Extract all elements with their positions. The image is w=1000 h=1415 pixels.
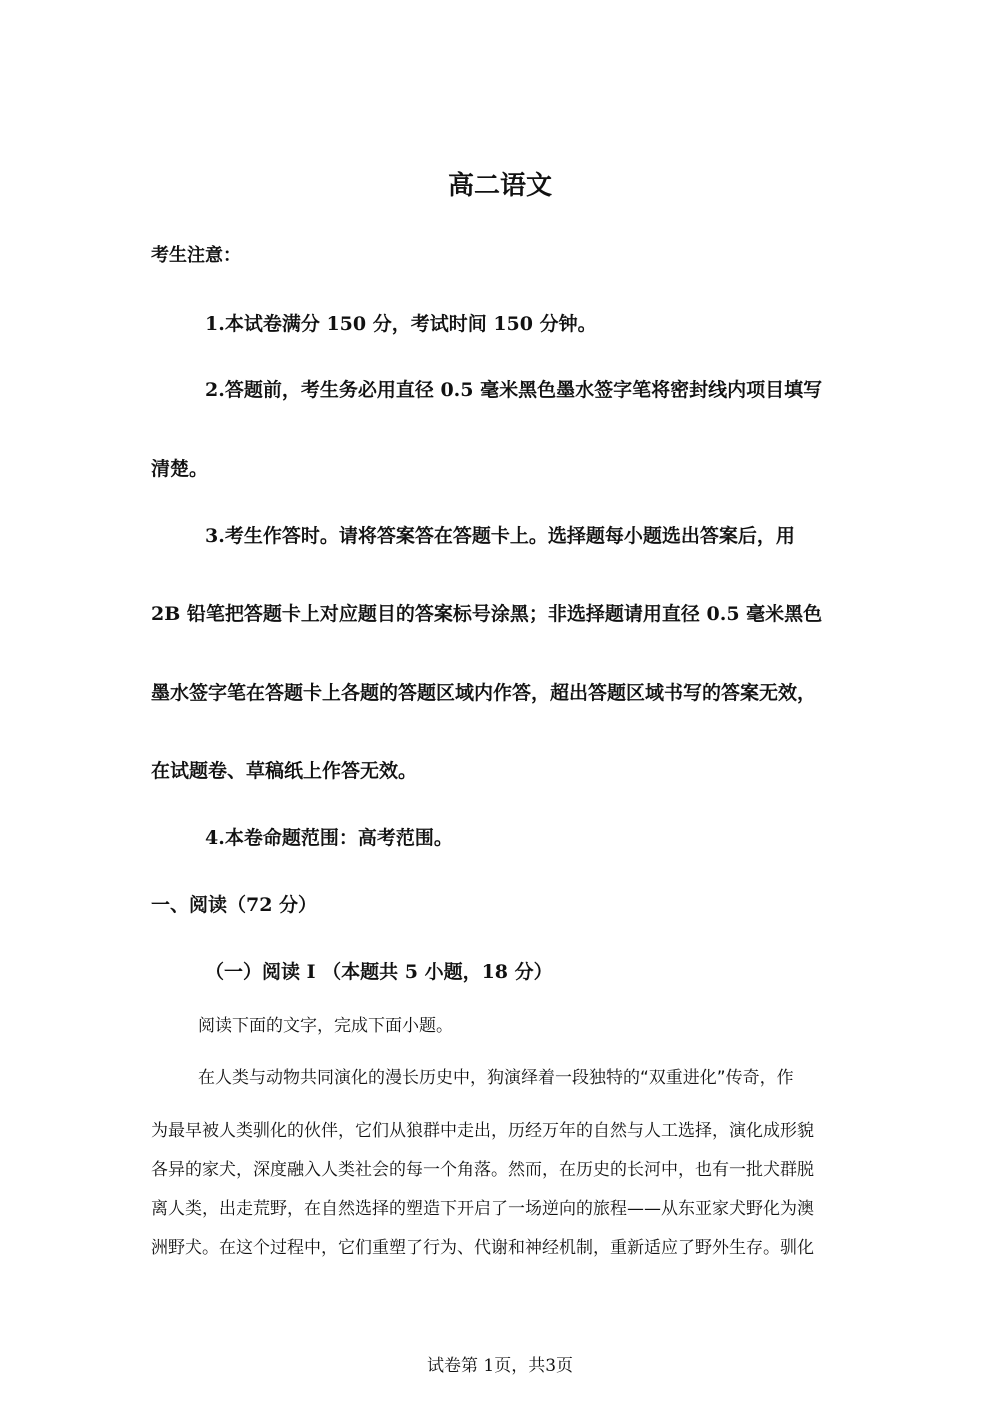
notice-heading: 考生注意： bbox=[151, 245, 241, 266]
notice-item-3-line-1: 3.考生作答时。请将答案答在答题卡上。选择题每小题选出答案后，用 bbox=[205, 525, 795, 547]
passage-line: 在人类与动物共同演化的漫长历史中，狗演绎着一段独特的“双重进化”传奇，作 bbox=[198, 1068, 794, 1088]
notice-item-2-line-2: 清楚。 bbox=[151, 458, 209, 480]
notice-item-3-line-4: 在试题卷、草稿纸上作答无效。 bbox=[151, 760, 418, 782]
passage-line: 离人类，出走荒野，在自然选择的塑造下开启了一场逆向的旅程——从东亚家犬野化为澳 bbox=[151, 1199, 814, 1219]
notice-item-3-line-2: 2B 铅笔把答题卡上对应题目的答案标号涂黑；非选择题请用直径 0.5 毫米黑色 bbox=[151, 603, 823, 625]
subsection-heading: （一）阅读 I （本题共 5 小题，18 分） bbox=[205, 961, 553, 983]
page-title: 高二语文 bbox=[447, 171, 552, 201]
passage-line: 各异的家犬，深度融入人类社会的每一个角落。然而，在历史的长河中，也有一批犬群脱 bbox=[151, 1160, 814, 1180]
section-heading: 一、阅读（72 分） bbox=[151, 894, 318, 916]
page-footer: 试卷第 1页，共3页 bbox=[426, 1356, 574, 1376]
notice-item-3-line-3: 墨水签字笔在答题卡上各题的答题区域内作答，超出答题区域书写的答案无效， bbox=[151, 682, 817, 704]
notice-item-4: 4.本卷命题范围：高考范围。 bbox=[205, 827, 453, 849]
notice-item-2-line-1: 2.答题前，考生务必用直径 0.5 毫米黑色墨水签字笔将密封线内项目填写 bbox=[205, 379, 823, 401]
passage-line: 为最早被人类驯化的伙伴，它们从狼群中走出，历经万年的自然与人工选择，演化成形貌 bbox=[151, 1121, 814, 1141]
passage-line: 洲野犬。在这个过程中，它们重塑了行为、代谢和神经机制，重新适应了野外生存。驯化 bbox=[151, 1238, 814, 1258]
notice-item-1: 1.本试卷满分 150 分，考试时间 150 分钟。 bbox=[205, 313, 597, 335]
reading-instruction: 阅读下面的文字，完成下面小题。 bbox=[198, 1016, 453, 1036]
